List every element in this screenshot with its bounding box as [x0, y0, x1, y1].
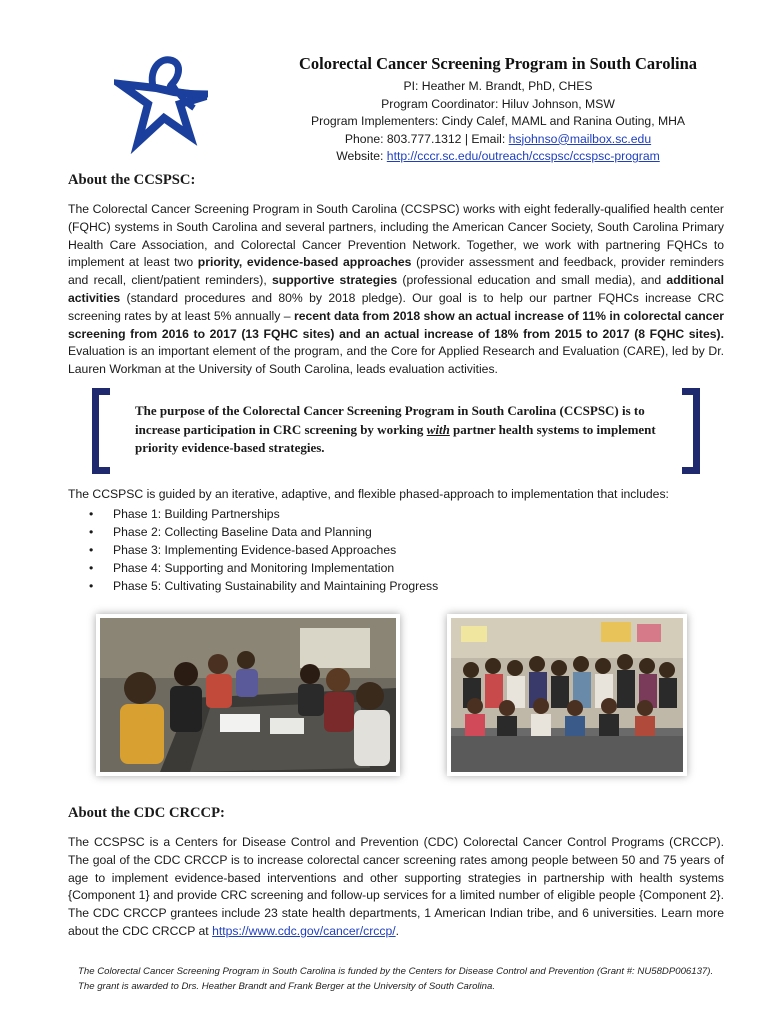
text-run: partner health systems to implement priority evidence-based strategies. — [135, 421, 656, 456]
right-bracket — [682, 388, 700, 474]
cdc-crccp-link[interactable]: https://www.cdc.gov/cancer/crccp/ — [212, 923, 396, 938]
bold-run: supportive strategies — [271, 273, 398, 288]
phone-text: Phone: 803.777.1312 | Email: — [344, 131, 509, 146]
list-item: • Phase 4: Supporting and Monitoring Implementation — [70, 559, 438, 577]
pi-line: PI: Heather M. Brandt, PhD, CHES — [403, 79, 593, 93]
text-run: (professional education and small media), and — [397, 273, 667, 288]
website-label: Website: — [336, 149, 387, 164]
website-link[interactable]: http://cccr.sc.edu/outreach/ccspsc/ccspsc-program — [386, 149, 660, 164]
star-ribbon-icon — [114, 54, 212, 154]
text-run: The CCSPSC is a Centers for Disease Control and Prevention (CDC) Colorectal Cancer Control Programs (CRCCP). The goal of the CDC CRCCP is to increase colorectal cancer screening rates among people between 50 and 75 years of age to implement evidence-based interventions and other supporting strategies in partnership with health systems {Component 1} and provide CRC screening and follow-up services for a limited number of eligible people {Component 2}. The CDC CRCCP grantees include 23 state health departments, 1 American Indian tribe, and 6 universities. Learn more about the CDC CRCCP at — [68, 835, 724, 938]
text-run: Evaluation is an important element of the program, and the Core for Applied Research and Evaluation (CARE), led by Dr. Lauren Workman at the University of South Carolina, leads evaluation activities. — [68, 344, 724, 377]
coordinator-line: Program Coordinator: Hiluv Johnson, MSW — [381, 96, 615, 111]
emphasis-run: with — [426, 421, 450, 437]
funding-footnote: The Colorectal Cancer Screening Program in South Carolina is funded by the Centers for Disease Control and Prevention (Grant #: NU58DP006137). The grant is awarded to Drs. Heather Brandt and Frank Berger at the University of South Carolina. — [78, 966, 714, 992]
text-run: (provider assessment and feedback, provider reminders and recall, client/patient reminders), — [68, 255, 724, 288]
ccspsc-logo — [114, 54, 212, 154]
list-item: • Phase 2: Collecting Baseline Data and Planning — [70, 523, 438, 541]
purpose-callout — [92, 388, 700, 474]
about-cdc-heading: About the CDC CRCCP: — [68, 805, 225, 821]
list-item: • Phase 5: Cultivating Sustainability and Maintaining Progress — [70, 577, 438, 595]
about-ccspsc-heading: About the CCSPSC: — [68, 172, 196, 188]
about-ccspsc-paragraph — [68, 201, 724, 379]
group-photo — [447, 614, 687, 776]
email-link[interactable]: hsjohnso@mailbox.sc.edu — [508, 131, 652, 146]
bold-run: additional activities — [68, 273, 724, 305]
meeting-photo-image — [100, 618, 396, 772]
text-run: The purpose of the Colorectal Cancer Screening Program in South Carolina (CCSPSC) is to increase participation in CRC screening by working — [135, 403, 645, 437]
bold-run: priority, evidence-based approaches — [197, 255, 412, 270]
phases-intro: The CCSPSC is guided by an iterative, adaptive, and flexible phased-approach to implementation that includes: — [68, 487, 669, 501]
text-run: The Colorectal Cancer Screening Program in South Carolina (CCSPSC) works with eight federally-qualified health center (FQHC) systems in South Carolina and several partners, including the American Cancer Society, South Carolina Primary Health Care Association, and Colorectal Cancer Prevention Network. Together, we work with partnering FQHCs to implement at least two — [68, 202, 724, 270]
left-bracket — [92, 388, 110, 474]
about-cdc-paragraph — [68, 834, 724, 941]
page-title: Colorectal Cancer Screening Program in South Carolina — [298, 54, 698, 73]
list-item: • Phase 1: Building Partnerships — [70, 505, 438, 523]
contact-line — [240, 131, 756, 149]
meeting-photo — [96, 614, 400, 776]
group-photo-image — [451, 618, 683, 772]
phases-list — [70, 505, 438, 595]
website-line — [240, 148, 756, 166]
text-run: (standard procedures and 80% by 2018 pledge). Our goal is to help our partner FQHCs increase CRC screening rates by at least 5% annually – — [68, 290, 724, 323]
list-item: • Phase 3: Implementing Evidence-based Approaches — [70, 541, 438, 559]
header — [240, 54, 756, 166]
implementers-line: Program Implementers: Cindy Calef, MAML and Ranina Outing, MHA — [310, 114, 686, 129]
purpose-statement — [135, 402, 675, 458]
text-run: . — [395, 923, 400, 938]
bold-run: recent data from 2018 show an actual increase of 11% in colorectal cancer screening from 2016 to 2017 (13 FQHC sites) and an actual increase of 18% from 2015 to 2017 (8 FQHC sites). — [68, 308, 724, 341]
